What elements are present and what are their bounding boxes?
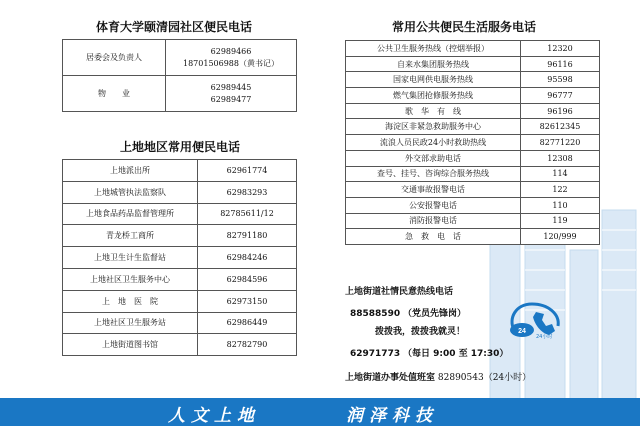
hotline-line-3 [350, 346, 508, 359]
service-phone: 62973150 [198, 290, 297, 312]
hotline-hours: （每日 9:00 至 17:30） [402, 349, 509, 359]
table-row [63, 247, 297, 269]
table-row [346, 166, 600, 182]
contact-phone [166, 40, 297, 76]
duty-office-label: 上地街道办事处值班室 [345, 373, 436, 383]
service-name: 公安报警电话 [346, 197, 521, 213]
phone-number: 62989466 [210, 46, 252, 56]
service-name: 上地社区卫生服务站 [63, 312, 198, 334]
district-title: 上地地区常用便民电话 [120, 140, 241, 154]
service-phone: 62984596 [198, 268, 297, 290]
service-name: 上地社区卫生服务中心 [63, 268, 198, 290]
service-name: 燃气集团抢修服务热线 [346, 88, 521, 104]
table-row [63, 290, 297, 312]
service-name: 海淀区非紧急救助服务中心 [346, 119, 521, 135]
duty-office-number: 82890543（24小时） [437, 373, 532, 383]
district-table [62, 159, 297, 356]
service-phone: 12308 [521, 150, 600, 166]
service-name: 上地食品药品监督管理所 [63, 203, 198, 225]
service-phone: 120/999 [521, 229, 600, 245]
table-row [346, 182, 600, 198]
contact-phone [166, 76, 297, 112]
duty-office-line [345, 370, 531, 383]
service-phone: 82612345 [521, 119, 600, 135]
footer-slogan-left: 人文上地 [168, 406, 260, 426]
service-phone: 96196 [521, 103, 600, 119]
table-row [346, 119, 600, 135]
service-name: 外交部求助电话 [346, 150, 521, 166]
footer-slogan-right: 润泽科技 [346, 406, 438, 426]
table-row [346, 103, 600, 119]
service-name: 自来水集团服务热线 [346, 56, 521, 72]
service-phone: 82785611/12 [198, 203, 297, 225]
table-row [63, 268, 297, 290]
service-name: 歌 华 有 线 [346, 103, 521, 119]
table-row [346, 213, 600, 229]
service-name: 查号、挂号、咨询综合服务热线 [346, 166, 521, 182]
service-phone: 62984246 [198, 247, 297, 269]
community-table [62, 39, 297, 112]
svg-text:24: 24 [518, 328, 526, 335]
phone-number: 62989445 [210, 82, 252, 92]
service-phone: 114 [521, 166, 600, 182]
service-name: 流浪人员民政24小时救助热线 [346, 135, 521, 151]
phone-number: 18701506988（黄书记） [183, 58, 279, 68]
hotline-number: 62971773 [350, 349, 401, 359]
table-row [63, 312, 297, 334]
phone-number: 62989477 [210, 94, 252, 104]
service-phone: 82782790 [198, 334, 297, 356]
table-row [346, 150, 600, 166]
service-phone: 82771220 [521, 135, 600, 151]
service-phone: 95598 [521, 72, 600, 88]
table-row [63, 181, 297, 203]
service-phone: 62961774 [198, 160, 297, 182]
service-name: 上地派出所 [63, 160, 198, 182]
service-phone: 96777 [521, 88, 600, 104]
service-phone: 82791180 [198, 225, 297, 247]
footer-banner [0, 398, 640, 426]
table-row [63, 160, 297, 182]
table-row [346, 56, 600, 72]
service-phone: 12320 [521, 41, 600, 57]
service-name: 急 救 电 话 [346, 229, 521, 245]
service-name: 上地卫生计生监督站 [63, 247, 198, 269]
public-services-title: 常用公共便民生活服务电话 [392, 20, 537, 34]
table-row [346, 72, 600, 88]
hotline-line-1 [350, 306, 466, 319]
phone-24h-icon [506, 300, 564, 340]
hotline-note: （党员先锋岗） [402, 309, 466, 319]
table-row [346, 41, 600, 57]
table-row [63, 76, 297, 112]
service-phone: 122 [521, 182, 600, 198]
hotline-slogan: 拨拨我，拨拨我就灵！ [375, 327, 466, 337]
service-name: 上地城管执法监察队 [63, 181, 198, 203]
hotline-title: 上地街道社情民意热线电话 [345, 287, 454, 297]
service-phone: 119 [521, 213, 600, 229]
table-row [346, 197, 600, 213]
table-row [63, 225, 297, 247]
table-row [346, 88, 600, 104]
table-row [63, 203, 297, 225]
table-row [346, 135, 600, 151]
contact-name: 物 业 [63, 76, 166, 112]
service-phone: 110 [521, 197, 600, 213]
svg-text:24小时: 24小时 [536, 334, 553, 340]
table-row [63, 334, 297, 356]
community-title: 体育大学颐清园社区便民电话 [96, 20, 253, 34]
service-name: 交通事故报警电话 [346, 182, 521, 198]
service-name: 青龙桥工商所 [63, 225, 198, 247]
table-row [63, 40, 297, 76]
table-row [346, 229, 600, 245]
service-phone: 96116 [521, 56, 600, 72]
service-name: 消防报警电话 [346, 213, 521, 229]
service-phone: 62983293 [198, 181, 297, 203]
contact-name: 居委会及负责人 [63, 40, 166, 76]
public-services-table [345, 40, 600, 245]
service-name: 上 地 医 院 [63, 290, 198, 312]
service-phone: 62986449 [198, 312, 297, 334]
hotline-number: 88588590 [350, 309, 401, 319]
service-name: 上地街道图书馆 [63, 334, 198, 356]
service-name: 国家电网供电服务热线 [346, 72, 521, 88]
service-name: 公共卫生服务热线（控烟举报） [346, 41, 521, 57]
